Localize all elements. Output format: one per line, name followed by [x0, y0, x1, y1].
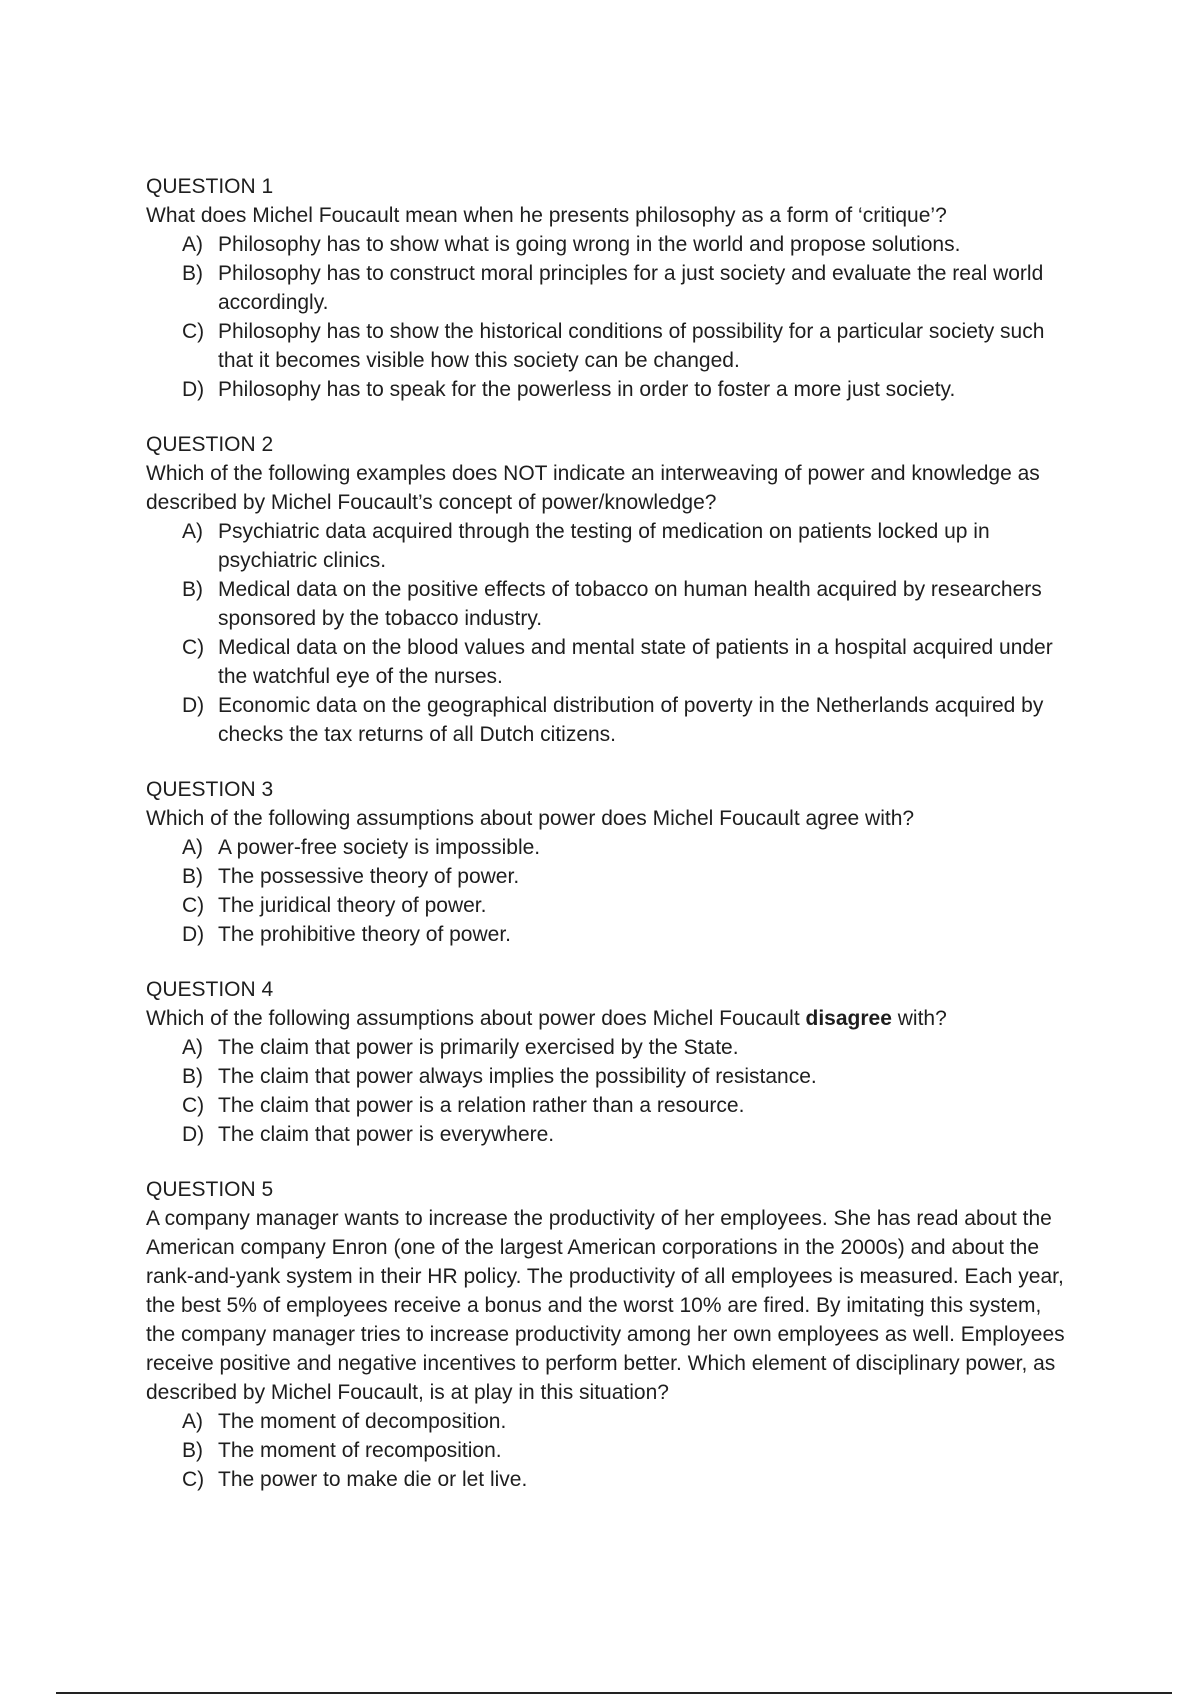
prompt-text-end: with?	[891, 1007, 947, 1030]
option-text: Philosophy has to construct moral principles for a just society and evaluate the real world accordingly.	[218, 262, 1044, 314]
answer-option	[182, 891, 1066, 920]
option-letter: A)	[182, 836, 203, 859]
option-text: The claim that power is everywhere.	[218, 1123, 555, 1146]
option-letter: D)	[182, 923, 205, 946]
option-text: Philosophy has to show what is going wrong in the world and propose solutions.	[218, 233, 961, 256]
answer-option	[182, 259, 1066, 317]
option-letter: A)	[182, 520, 203, 543]
question-4	[146, 975, 1066, 1149]
option-letter: C)	[182, 636, 205, 659]
question-prompt	[146, 1004, 1066, 1033]
option-letter: D)	[182, 694, 205, 717]
question-5	[146, 1175, 1066, 1494]
option-letter: A)	[182, 233, 203, 256]
option-letter: B)	[182, 1439, 203, 1462]
option-letter: C)	[182, 1094, 205, 1117]
option-letter: B)	[182, 262, 203, 285]
answer-options	[146, 1407, 1066, 1494]
option-text: Psychiatric data acquired through the testing of medication on patients locked up in psychiatric clinics.	[218, 520, 990, 572]
option-text: The possessive theory of power.	[218, 865, 520, 888]
option-text: The moment of decomposition.	[218, 1410, 507, 1433]
question-prompt: What does Michel Foucault mean when he presents philosophy as a form of ‘critique’?	[146, 204, 947, 227]
answer-option	[182, 1465, 1066, 1494]
option-letter: A)	[182, 1036, 203, 1059]
option-letter: B)	[182, 578, 203, 601]
answer-option	[182, 1407, 1066, 1436]
option-text: Medical data on the blood values and mental state of patients in a hospital acquired under the watchful eye of the nurses.	[218, 636, 1053, 688]
answer-option	[182, 1120, 1066, 1149]
option-letter: A)	[182, 1410, 203, 1433]
answer-option	[182, 1091, 1066, 1120]
answer-option	[182, 230, 1066, 259]
option-text: Economic data on the geographical distribution of poverty in the Netherlands acquired by checks the tax returns of all Dutch citizens.	[218, 694, 1044, 746]
option-text: A power-free society is impossible.	[218, 836, 541, 859]
option-letter: C)	[182, 894, 205, 917]
option-letter: C)	[182, 320, 205, 343]
answer-option	[182, 691, 1066, 749]
option-text: The claim that power is a relation rather than a resource.	[218, 1094, 745, 1117]
question-title: QUESTION 1	[146, 175, 274, 198]
option-text: The power to make die or let live.	[218, 1468, 528, 1491]
answer-options	[146, 1033, 1066, 1149]
option-text: The moment of recomposition.	[218, 1439, 502, 1462]
prompt-emphasis: disagree	[805, 1007, 892, 1030]
answer-option	[182, 633, 1066, 691]
option-text: The claim that power always implies the possibility of resistance.	[218, 1065, 817, 1088]
question-2	[146, 430, 1066, 749]
answer-options	[146, 230, 1066, 404]
answer-option	[182, 1033, 1066, 1062]
answer-options	[146, 517, 1066, 749]
answer-option	[182, 575, 1066, 633]
question-prompt: Which of the following examples does NOT indicate an interweaving of power and knowledge as described by Michel Foucault’s concept of power/knowledge?	[146, 462, 1040, 514]
option-text: The prohibitive theory of power.	[218, 923, 511, 946]
question-prompt: Which of the following assumptions about power does Michel Foucault agree with?	[146, 807, 915, 830]
option-letter: B)	[182, 865, 203, 888]
question-title: QUESTION 3	[146, 778, 274, 801]
answer-option	[182, 317, 1066, 375]
question-prompt: A company manager wants to increase the productivity of her employees. She has read about the American company Enron (one of the largest American corporations in the 2000s) and about the rank-and-yank system in their HR policy. The productivity of all employees is measured. Each year, the best 5% of employees receive a bonus and the worst 10% are fired. By imitating this system, the company manager tries to increase productivity among her own employees as well. Employees receive positive and negative incentives to perform better. Which element of disciplinary power, as described by Michel Foucault, is at play in this situation?	[146, 1207, 1065, 1404]
answer-option	[182, 517, 1066, 575]
option-text: Medical data on the positive effects of tobacco on human health acquired by researchers sponsored by the tobacco industry.	[218, 578, 1042, 630]
answer-option	[182, 920, 1066, 949]
option-text: Philosophy has to speak for the powerless in order to foster a more just society.	[218, 378, 956, 401]
page-bottom-divider	[56, 1692, 1172, 1694]
option-letter: C)	[182, 1468, 205, 1491]
question-3	[146, 775, 1066, 949]
question-title: QUESTION 4	[146, 978, 274, 1001]
answer-option	[182, 375, 1066, 404]
prompt-text-start: Which of the following assumptions about power does Michel Foucault	[146, 1007, 806, 1030]
option-text: Philosophy has to show the historical conditions of possibility for a particular society such that it becomes visible how this society can be changed.	[218, 320, 1045, 372]
option-text: The juridical theory of power.	[218, 894, 487, 917]
question-1	[146, 172, 1066, 404]
answer-option	[182, 833, 1066, 862]
answer-option	[182, 1436, 1066, 1465]
question-title: QUESTION 5	[146, 1178, 274, 1201]
answer-option	[182, 1062, 1066, 1091]
answer-option	[182, 862, 1066, 891]
option-text: The claim that power is primarily exercised by the State.	[218, 1036, 739, 1059]
option-letter: D)	[182, 1123, 205, 1146]
option-letter: D)	[182, 378, 205, 401]
option-letter: B)	[182, 1065, 203, 1088]
answer-options	[146, 833, 1066, 949]
exam-page	[146, 172, 1066, 1520]
question-title: QUESTION 2	[146, 433, 274, 456]
